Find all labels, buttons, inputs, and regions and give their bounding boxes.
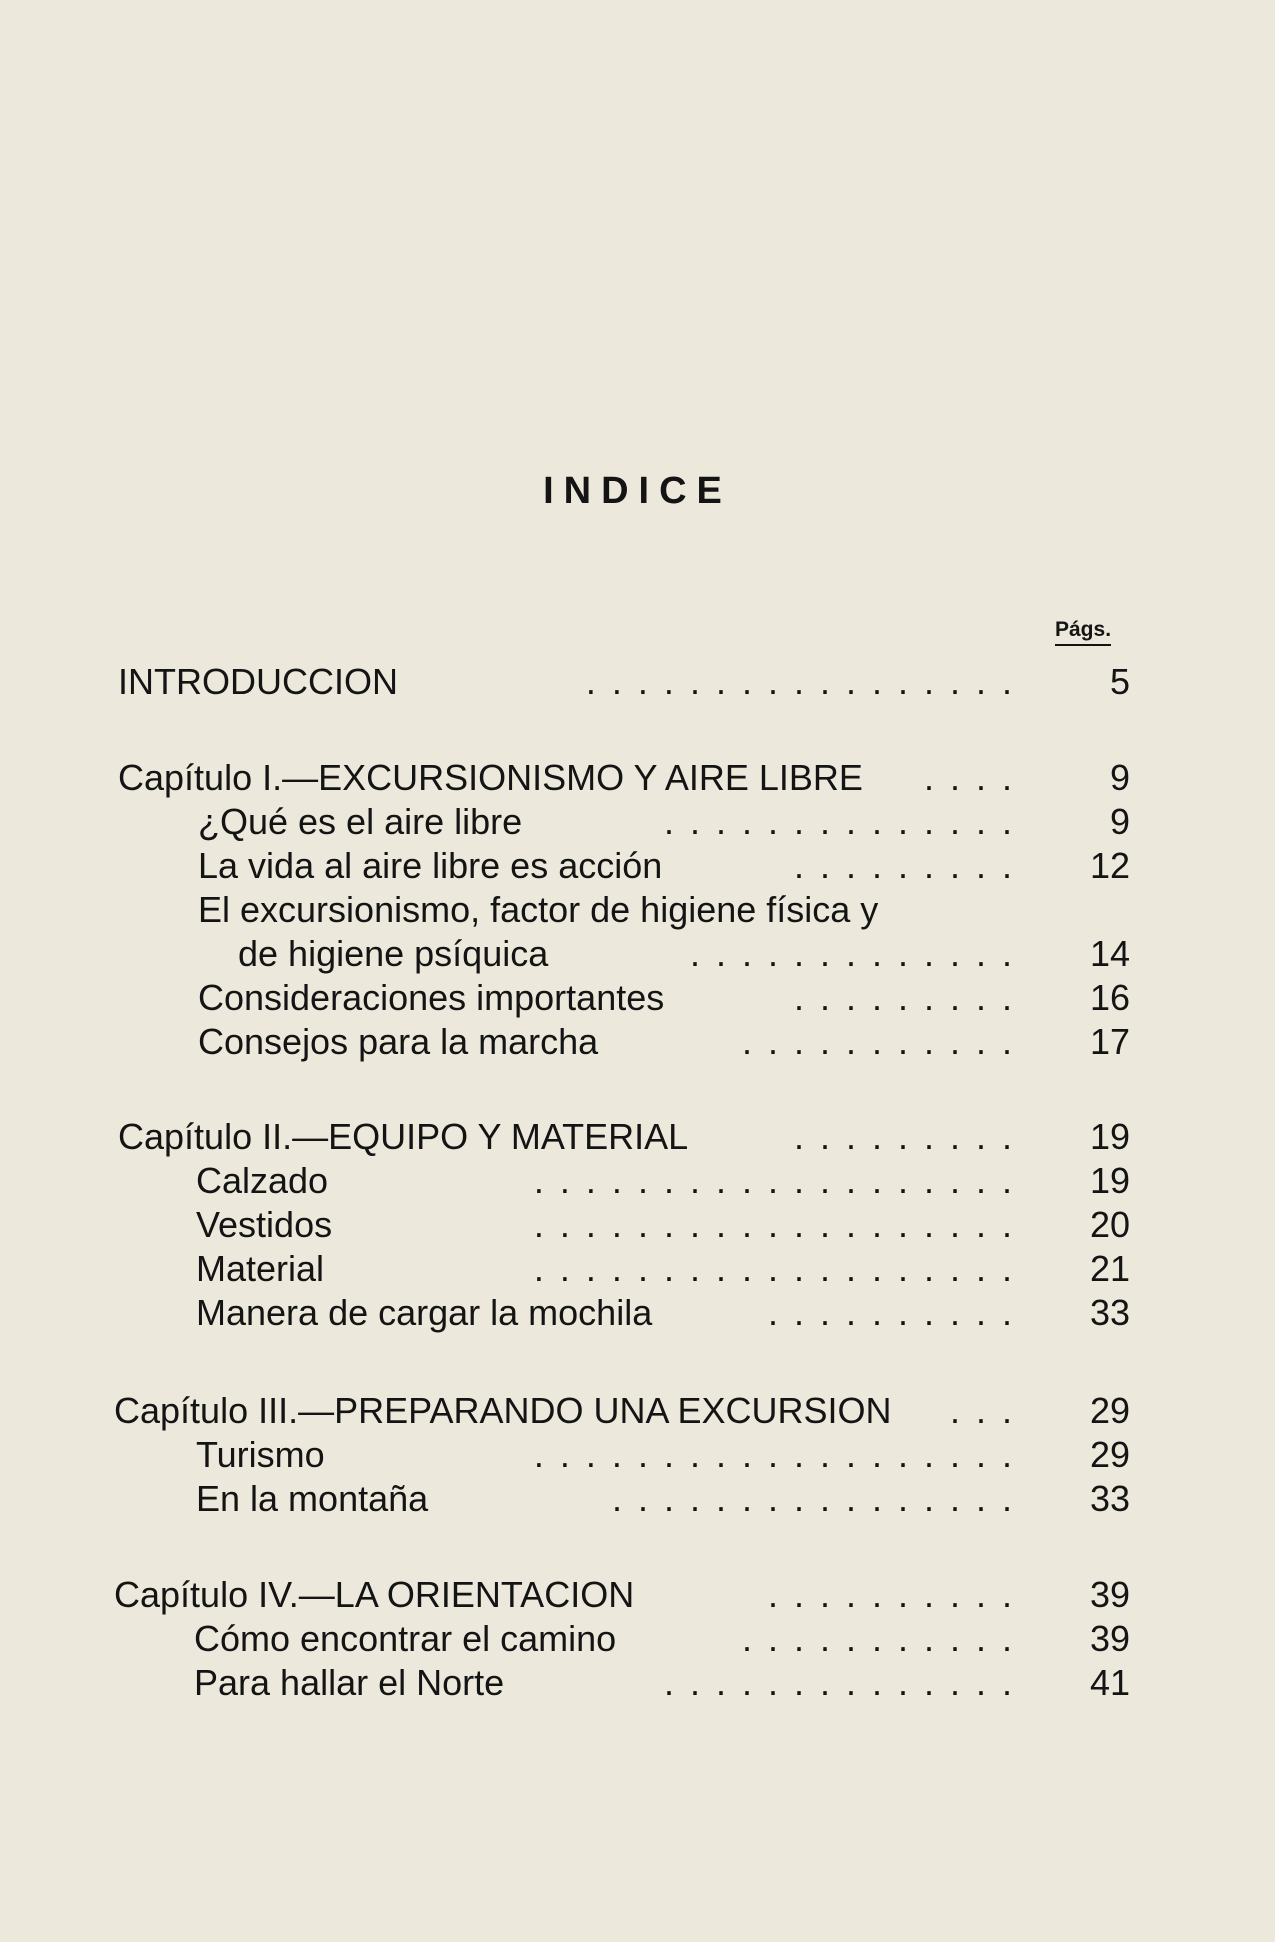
toc-entry-page-number: 5	[1109, 661, 1130, 702]
toc-entry-page-number: 33	[1089, 1478, 1130, 1519]
toc-entry	[118, 1117, 1130, 1157]
toc-entry-page-number: 39	[1089, 1574, 1130, 1615]
index-title: INDICE	[543, 470, 732, 512]
toc-entry	[118, 662, 1130, 702]
toc-entry	[114, 1575, 1130, 1615]
toc-entry	[238, 934, 1130, 974]
dot-leader: . . . . . . . . . .	[767, 1575, 1012, 1615]
toc-entry-page-number: 12	[1089, 845, 1130, 886]
dot-leader: . . . . . . . . . .	[767, 1293, 1012, 1333]
toc-entry-page-number: 39	[1089, 1618, 1130, 1659]
toc-entry	[118, 758, 1130, 798]
toc-entry-label: En la montaña	[196, 1478, 429, 1519]
toc-entry-page-number: 19	[1089, 1116, 1130, 1157]
toc-entry-page-number: 17	[1089, 1021, 1130, 1062]
toc-entry	[198, 802, 1130, 842]
toc-entry-label: La vida al aire libre es acción	[198, 845, 663, 886]
toc-entry-label: Consideraciones importantes	[198, 977, 665, 1018]
toc-entry-label: Calzado	[196, 1160, 329, 1201]
toc-entry-label: Vestidos	[196, 1204, 333, 1245]
dot-leader: . . .	[949, 1391, 1012, 1431]
dot-leader: . . . . . . . . .	[793, 1117, 1012, 1157]
toc-entry	[194, 1663, 1130, 1703]
toc-entry-page-number: 29	[1089, 1390, 1130, 1431]
toc-entry-label: Turismo	[196, 1434, 325, 1475]
toc-entry-page-number: 14	[1089, 933, 1130, 974]
dot-leader: . . . . . . . . . . . . . . . . . . .	[533, 1205, 1012, 1245]
toc-entry-label: Consejos para la marcha	[198, 1021, 599, 1062]
toc-entry-page-number: 16	[1089, 977, 1130, 1018]
toc-entry-page-number: 41	[1089, 1662, 1130, 1703]
toc-entry-label: El excursionismo, factor de higiene física y	[198, 889, 879, 930]
toc-entry-page-number: 9	[1109, 757, 1130, 798]
dot-leader: . . . . . . . . . . . . . . . .	[611, 1479, 1012, 1519]
dot-leader: . . . .	[923, 758, 1012, 798]
toc-entry-label: Capítulo III.—PREPARANDO UNA EXCURSION	[114, 1390, 892, 1431]
toc-entry	[196, 1293, 1130, 1333]
dot-leader: . . . . . . . . .	[793, 978, 1012, 1018]
toc-entry	[196, 1161, 1130, 1201]
toc-entry-page-number: 20	[1089, 1204, 1130, 1245]
toc-entry	[196, 1435, 1130, 1475]
dot-leader: . . . . . . . . . . . . .	[689, 934, 1012, 974]
toc-entry	[198, 890, 1130, 930]
dot-leader: . . . . . . . . . . .	[741, 1619, 1012, 1659]
toc-entry	[194, 1619, 1130, 1659]
toc-entry-label: INTRODUCCION	[118, 661, 398, 702]
dot-leader: . . . . . . . . . . . . . . . . .	[585, 662, 1012, 702]
toc-entry-page-number: 21	[1089, 1248, 1130, 1289]
pages-column-header: Págs.	[1055, 618, 1111, 646]
dot-leader: . . . . . . . . . . .	[741, 1022, 1012, 1062]
toc-entry-label: Capítulo IV.—LA ORIENTACION	[114, 1574, 635, 1615]
toc-entry-label: ¿Qué es el aire libre	[198, 801, 523, 842]
dot-leader: . . . . . . . . . . . . . . . . . . .	[533, 1435, 1012, 1475]
toc-entry-page-number: 19	[1089, 1160, 1130, 1201]
toc-entry	[196, 1479, 1130, 1519]
toc-entry-label: Capítulo II.—EQUIPO Y MATERIAL	[118, 1116, 689, 1157]
dot-leader: . . . . . . . . . . . . . . . . . . .	[533, 1161, 1012, 1201]
toc-entry-label: Para hallar el Norte	[194, 1662, 505, 1703]
toc-entry-label: de higiene psíquica	[238, 933, 549, 974]
toc-entry-label: Material	[196, 1248, 325, 1289]
toc-entry	[196, 1249, 1130, 1289]
toc-entry	[196, 1205, 1130, 1245]
toc-entry-label: Manera de cargar la mochila	[196, 1292, 653, 1333]
toc-entry	[198, 978, 1130, 1018]
toc-entry	[114, 1391, 1130, 1431]
toc-entry-label: Capítulo I.—EXCURSIONISMO Y AIRE LIBRE	[118, 757, 863, 798]
toc-entry	[198, 1022, 1130, 1062]
toc-entry-page-number: 29	[1089, 1434, 1130, 1475]
toc-entry	[198, 846, 1130, 886]
dot-leader: . . . . . . . . . . . . . .	[663, 1663, 1012, 1703]
dot-leader: . . . . . . . . . . . . . .	[663, 802, 1012, 842]
toc-entry-label: Cómo encontrar el camino	[194, 1618, 617, 1659]
dot-leader: . . . . . . . . .	[793, 846, 1012, 886]
toc-entry-page-number: 9	[1109, 801, 1130, 842]
toc-entry-page-number: 33	[1089, 1292, 1130, 1333]
dot-leader: . . . . . . . . . . . . . . . . . . .	[533, 1249, 1012, 1289]
